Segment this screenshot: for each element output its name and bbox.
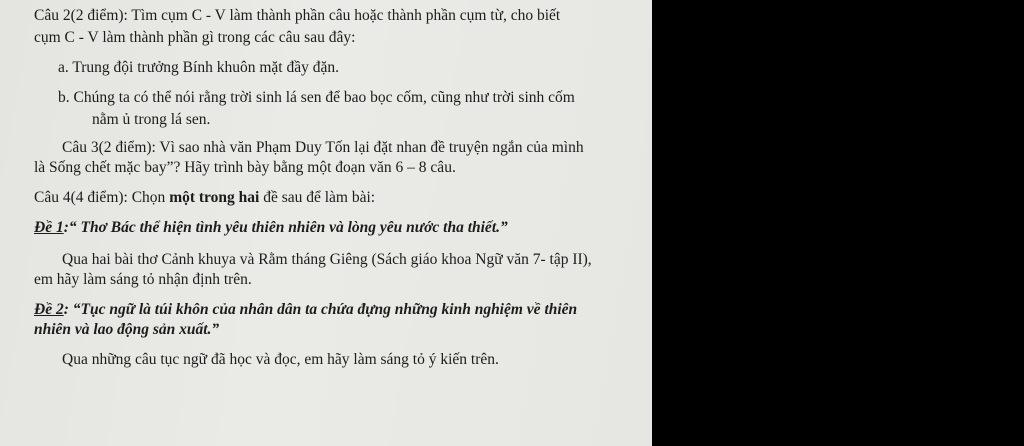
de1-body-line-1: Qua hai bài thơ Cảnh khuya và Rằm tháng Giêng (Sách giáo khoa Ngữ văn 7- tập II), xyxy=(62,251,592,268)
q3-line-1: Câu 3(2 điểm): Vì sao nhà văn Phạm Duy Tốn lại đặt nhan đề truyện ngắn của mình xyxy=(62,139,584,156)
q4-lead-bold: một trong hai xyxy=(169,189,260,206)
de2-prompt-line-1 xyxy=(34,300,577,320)
de2-body: Qua những câu tục ngữ đã học và đọc, em hãy làm sáng tỏ ý kiến trên. xyxy=(62,351,499,368)
de2-label: Đề 2 xyxy=(34,301,64,318)
dark-background xyxy=(652,0,1024,446)
de2-text-1: : “Tục ngữ là túi khôn của nhân dân ta chứa đựng những kinh nghiệm về thiên xyxy=(63,301,578,318)
de1-body-line-2: em hãy làm sáng tỏ nhận định trên. xyxy=(34,271,252,288)
q2-item-b-line-2: nằm ủ trong lá sen. xyxy=(92,111,211,128)
q2-item-b-line-1: b. Chúng ta có thể nói rằng trời sinh lá sen để bao bọc cốm, cũng như trời sinh cốm xyxy=(58,89,575,106)
de2-prompt-line-2: nhiên và lao động sản xuất.” xyxy=(34,321,220,338)
q2-line-1: Câu 2(2 điểm): Tìm cụm C - V làm thành phần câu hoặc thành phần cụm từ, cho biết xyxy=(34,7,561,24)
de1-label: Đề 1 xyxy=(34,219,64,236)
q2-item-a: a. Trung đội trưởng Bính khuôn mặt đầy đặn. xyxy=(58,59,339,76)
de1-text: :“ Thơ Bác thể hiện tình yêu thiên nhiên và lòng yêu nước tha thiết.” xyxy=(63,219,508,236)
q4-lead: Câu 4(4 điểm): Chọn xyxy=(34,189,170,206)
de1-prompt xyxy=(34,218,508,238)
q4-lead-tail: đề sau để làm bài: xyxy=(259,189,376,206)
q2-line-2: cụm C - V làm thành phần gì trong các câu sau đây: xyxy=(34,29,356,46)
q4-heading xyxy=(34,188,375,208)
q3-line-2: là Sống chết mặc bay”? Hãy trình bày bằng một đoạn văn 6 – 8 câu. xyxy=(34,159,456,176)
